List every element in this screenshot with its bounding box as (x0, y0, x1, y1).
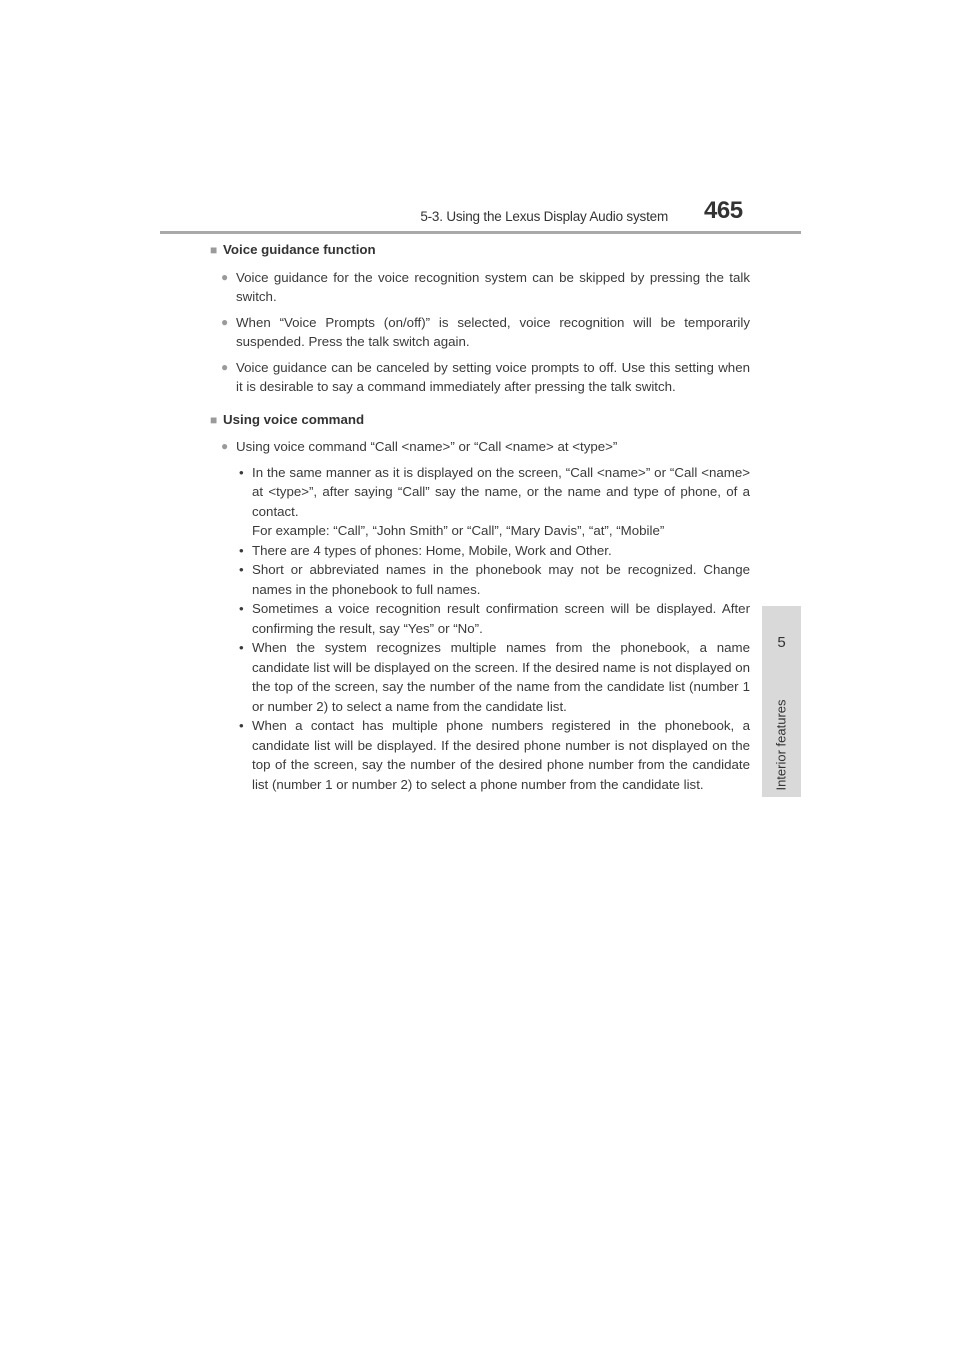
page-content (212, 240, 750, 794)
bullet-item (221, 268, 750, 307)
sub-item (239, 463, 750, 522)
heading-text: Using voice command (223, 411, 365, 427)
sub-item (239, 638, 750, 716)
dot-marker: • (239, 542, 244, 558)
round-bullet-icon: ● (221, 439, 229, 453)
bullet-text: Voice guidance for the voice recognition system can be skipped by pressing the talk switch. (236, 269, 750, 304)
section-heading-voice-command (210, 410, 750, 431)
sub-item (239, 541, 750, 561)
sub-item-text: Sometimes a voice recognition result confirmation screen will be displayed. After confirming the result, say “Yes” or “No”. (252, 601, 750, 636)
bullet-text: Voice guidance can be canceled by setting voice prompts to off. Use this setting when it is desirable to say a command immediately after pressing the talk switch. (236, 359, 750, 394)
square-bullet-icon: ■ (210, 412, 218, 427)
sub-item (239, 599, 750, 638)
chapter-tab-label: Interior features (773, 699, 789, 791)
sub-item-text: When the system recognizes multiple names from the phonebook, a name candidate list will be displayed on the screen. If the desired name is not displayed on the top of the screen, say the number of the name from the candidate list (number 1 or number 2) to select a name from the candidate list. (252, 640, 750, 714)
header-rule (160, 231, 801, 234)
sub-item-text: When a contact has multiple phone numbers registered in the phonebook, a candidate list will be displayed. If the desired phone number is not displayed on the top of the screen, say the number of the desired phone number from the candidate list (number 1 or number 2) to select a phone number from the candidate list. (252, 718, 750, 792)
bullet-item (221, 358, 750, 397)
sub-item (239, 560, 750, 599)
example-text: For example: “Call”, “John Smith” or “Call”, “Mary Davis”, “at”, “Mobile” (252, 523, 665, 538)
square-bullet-icon: ■ (210, 243, 218, 257)
running-header-section: 5-3. Using the Lexus Display Audio system (420, 209, 668, 224)
dot-marker: • (239, 464, 244, 480)
heading-text: Voice guidance function (223, 242, 376, 257)
section-heading-voice-guidance (210, 240, 750, 261)
dot-marker: • (239, 601, 244, 616)
page-number: 465 (704, 197, 743, 224)
dot-marker: • (239, 718, 244, 733)
bullet-item (221, 437, 750, 457)
round-bullet-icon: ● (221, 314, 229, 329)
round-bullet-icon: ● (221, 359, 229, 374)
sub-item (239, 716, 750, 794)
dot-marker: • (239, 640, 244, 655)
sub-item-text: In the same manner as it is displayed on the screen, “Call <name>” or “Call <name> at <type>”, after saying “Call” say the name, or the name and type of phone, of a contact. (252, 464, 750, 519)
bullet-text: When “Voice Prompts (on/off)” is selected, voice recognition will be temporarily suspended. Press the talk switch again. (236, 314, 750, 349)
sub-item-text: Short or abbreviated names in the phonebook may not be recognized. Change names in the phonebook to full names. (252, 562, 750, 597)
sub-item-text: There are 4 types of phones: Home, Mobile, Work and Other. (252, 542, 612, 558)
bullet-item (221, 313, 750, 352)
chapter-tab-number: 5 (777, 634, 786, 651)
round-bullet-icon: ● (221, 269, 229, 284)
dot-marker: • (239, 562, 244, 577)
bullet-text: Using voice command “Call <name>” or “Call <name> at <type>” (236, 439, 618, 454)
